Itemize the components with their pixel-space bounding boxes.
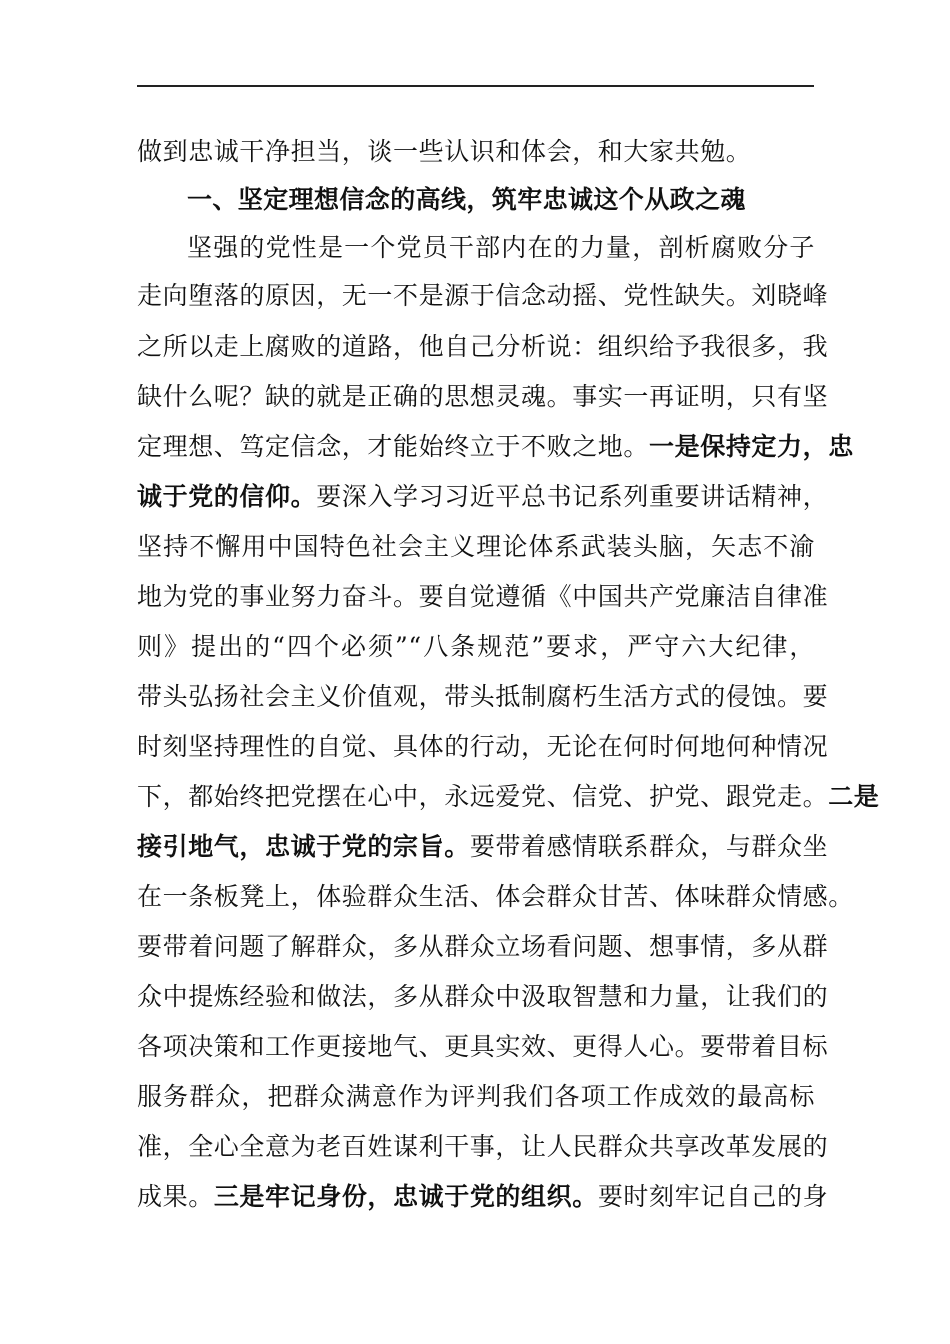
text-line [137,276,829,316]
line-text: 缺什么呢？缺的就是正确的思想灵魂。事实一再证明，只有坚 [137,382,829,411]
bold-text: 一是保持定力，忠 [649,432,854,461]
text-line [137,1127,829,1167]
bold-text: 三是牢记身份，忠诚于党的组织。 [213,1182,598,1211]
text-line [137,777,880,817]
text-line [137,977,829,1017]
line-text: 走向堕落的原因，无一不是源于信念动摇、党性缺失。刘晓峰 [137,281,829,310]
line-text: 准，全心全意为老百姓谋利干事，让人民群众共享改革发展的 [137,1132,829,1161]
line-text: 之所以走上腐败的道路，他自己分析说：组织给予我很多，我 [137,332,829,361]
line-text: 带头弘扬社会主义价值观，带头抵制腐朽生活方式的侵蚀。要 [137,682,829,711]
text-line [137,377,829,417]
text-line [137,527,815,567]
line-text: 则》提出的“四个必须”“八条规范”要求，严守六大纪律， [137,632,815,661]
line-text: 定理想、笃定信念，才能始终立于不败之地。 [137,432,650,461]
text-line [137,627,815,667]
text-line [137,327,829,367]
text-line [137,427,854,467]
text-line [137,877,854,917]
bold-text: 诚于党的信仰。 [137,482,317,511]
text-line [137,477,829,517]
line-text: 下，都始终把党摆在心中，永远爱党、信党、护党、跟党走。 [137,782,829,811]
line-text: 要带着问题了解群众，多从群众立场看问题、想事情，多从群 [137,932,829,961]
line-text: 服务群众，把群众满意作为评判我们各项工作成效的最高标 [137,1082,815,1111]
text-line [137,132,815,172]
section-heading: 一、坚定理想信念的高线，筑牢忠诚这个从政之魂 [187,185,746,214]
line-text: 要深入学习习近平总书记系列重要讲话精神， [316,482,829,511]
line-text: 要带着感情联系群众，与群众坐 [469,832,829,861]
line-text: 要时刻牢记自己的身 [597,1182,829,1211]
bold-text: 二是 [828,782,880,811]
text-line [137,1077,815,1117]
bold-text: 接引地气，忠诚于党的宗旨。 [137,832,470,861]
text-line [137,1177,829,1217]
line-text: 时刻坚持理性的自觉、具体的行动，无论在何时何地何种情况 [137,732,829,761]
text-line [137,677,829,717]
line-text: 地为党的事业努力奋斗。要自觉遵循《中国共产党廉洁自律准 [137,582,829,611]
text-line [137,727,829,767]
line-text: 坚持不懈用中国特色社会主义理论体系武装头脑，矢志不渝 [137,532,815,561]
header-rule [137,85,814,87]
text-line [137,577,829,617]
line-text: 做到忠诚干净担当，谈一些认识和体会，和大家共勉。 [137,137,752,166]
text-line [137,1027,829,1067]
line-text: 成果。 [137,1182,214,1211]
text-line [137,927,829,967]
text-line [187,228,815,268]
line-text: 坚强的党性是一个党员干部内在的力量，剖析腐败分子 [187,233,815,262]
line-text: 在一条板凳上，体验群众生活、体会群众甘苦、体味群众情感。 [137,882,854,911]
text-line [137,827,829,867]
line-text: 众中提炼经验和做法，多从群众中汲取智慧和力量，让我们的 [137,982,829,1011]
line-text: 各项决策和工作更接地气、更具实效、更得人心。要带着目标 [137,1032,829,1061]
